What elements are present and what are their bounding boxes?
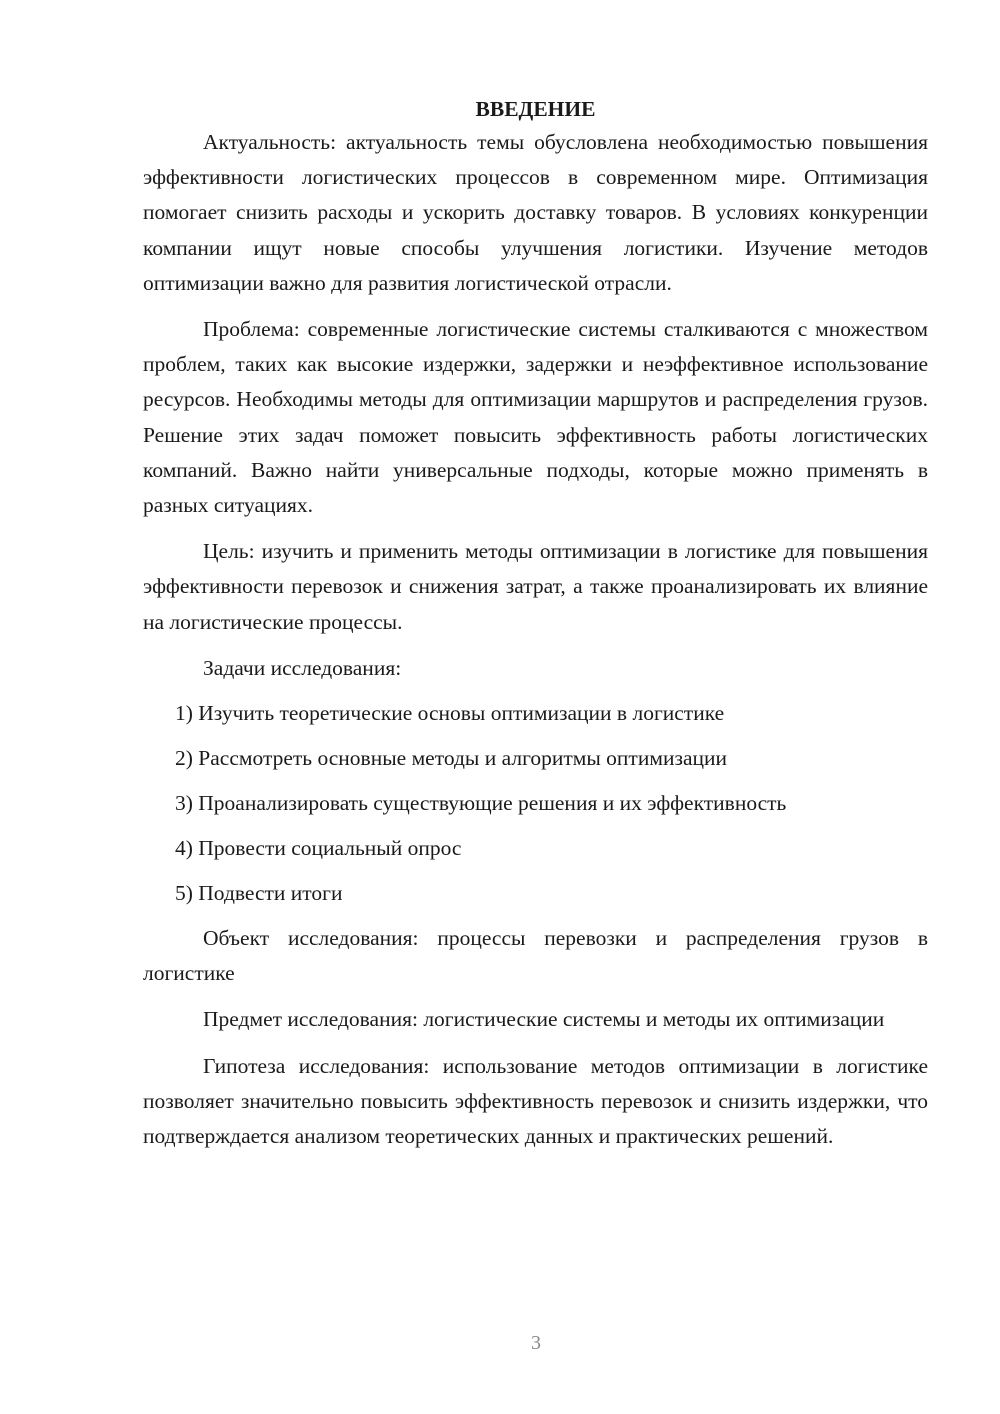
subject-paragraph: Предмет исследования: логистические системы и методы их оптимизации <box>203 1007 885 1032</box>
task-item: 3) Проанализировать существующие решения и их эффективность <box>175 791 787 816</box>
relevance-paragraph: Актуальность: актуальность темы обусловлена необходимостью повышения эффективности логистических процессов в современном мире. Оптимизация помогает снизить расходы и ускорить доставку товаров. В условиях конкуренции компании ищут новые способы улучшения логистики. Изучение методов оптимизации важно для развития логистической отрасли. <box>143 130 928 295</box>
tasks-heading: Задачи исследования: <box>203 655 402 680</box>
goal-paragraph: Цель: изучить и применить методы оптимизации в логистике для повышения эффективности перевозок и снижения затрат, а также проанализировать их влияние на логистические процессы. <box>143 539 928 634</box>
tasks-list <box>143 696 928 911</box>
task-item: 4) Провести социальный опрос <box>175 836 462 861</box>
task-item: 5) Подвести итоги <box>175 881 343 906</box>
page-number: 3 <box>531 1332 541 1354</box>
object-paragraph: Объект исследования: процессы перевозки и распределения грузов в логистике <box>143 926 928 986</box>
hypothesis-paragraph: Гипотеза исследования: использование методов оптимизации в логистике позволяет значительно повысить эффективность перевозок и снизить издержки, что подтверждается анализом теоретических данных и практических решений. <box>143 1053 928 1149</box>
problem-paragraph: Проблема: современные логистические системы сталкиваются с множеством проблем, таких как высокие издержки, задержки и неэффективное использование ресурсов. Необходимы методы для оптимизации маршрутов и распределения грузов. Решение этих задач поможет повысить эффективность работы логистических компаний. Важно найти универсальные подходы, которые можно применять в разных ситуациях. <box>143 317 928 518</box>
section-title: ВВЕДЕНИЕ <box>475 97 596 121</box>
task-item: 2) Рассмотреть основные методы и алгоритмы оптимизации <box>175 746 727 771</box>
document-page <box>143 92 928 1165</box>
task-item: 1) Изучить теоретические основы оптимизации в логистике <box>175 701 725 726</box>
